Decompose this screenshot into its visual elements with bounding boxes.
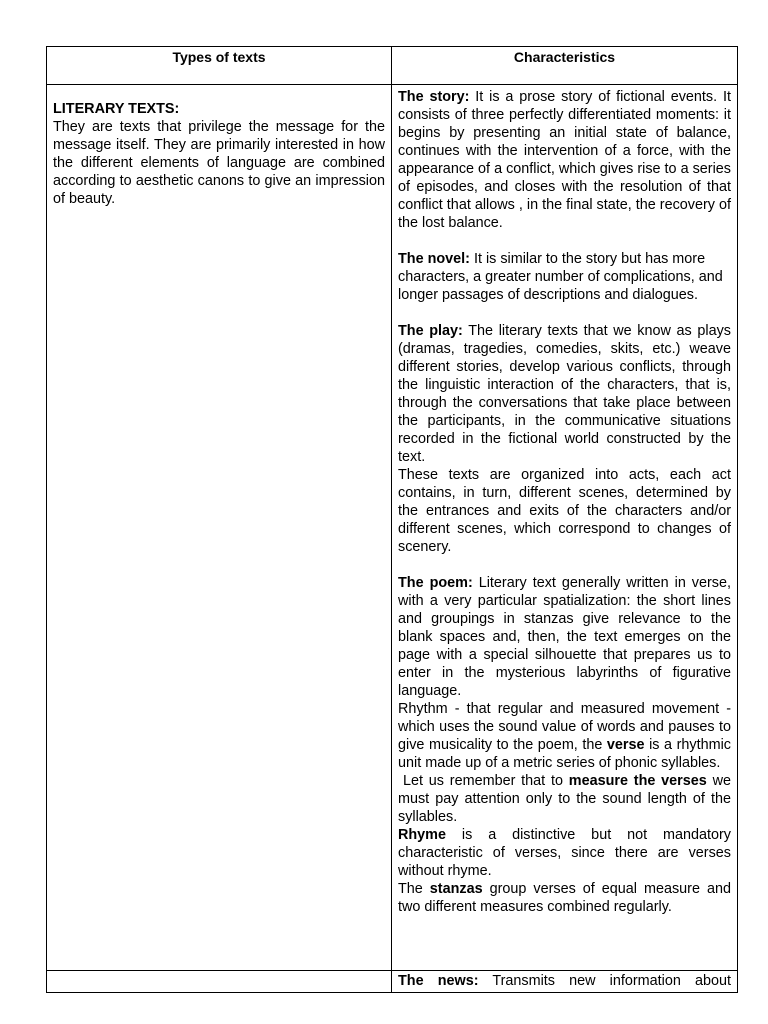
novel-text: It is similar to the story but has more characters, a greater number of complications, and longer passages of descriptions and dialogues. (398, 251, 723, 303)
novel-paragraph (398, 250, 731, 304)
news-paragraph (398, 972, 731, 990)
literary-texts-cell (47, 85, 392, 971)
play-label: The play: (398, 323, 463, 339)
story-text: It is a prose story of fictional events. It consists of three perfectly differentiated moments: it begins by presenting an initial state of balance, continues with the intervention of a force, with the appearance of a conflict, which gives rise to a series of episodes, and closes with the resolution of that conflict that allows , in the final state, the recovery of the lost balance. (398, 89, 731, 231)
play-paragraph (398, 322, 731, 466)
rhythm-paragraph (398, 700, 731, 772)
news-cell (392, 971, 738, 993)
characteristics-cell (392, 85, 738, 971)
header-row (47, 47, 738, 85)
measure-paragraph (398, 772, 731, 826)
header-characteristics: Characteristics (392, 47, 738, 85)
rhyme-text: is a distinctive but not mandatory characteristic of verses, since there are verses without rhyme. (398, 827, 731, 879)
characteristics-table (46, 46, 738, 993)
table-row (47, 971, 738, 993)
measure-text-c: we must pay attention only to the sound length of the syllables. (398, 773, 731, 825)
stanzas-paragraph (398, 880, 731, 916)
play-acts-paragraph: These texts are organized into acts, each act contains, in turn, different scenes, determined by the entrances and exits of the characters and/or different scenes, which correspond to changes of scenery. (398, 467, 731, 555)
stanzas-term: stanzas (429, 881, 483, 897)
header-types-of-texts: Types of texts (47, 47, 392, 85)
story-paragraph (398, 88, 731, 232)
measure-text-a: Let us remember that to (403, 773, 569, 789)
literary-texts-description: They are texts that privilege the message for the message itself. They are primarily interested in how the different elements of language are combined according to aesthetic canons to give an impression of beauty. (53, 119, 385, 207)
stanzas-text-a: The (398, 881, 430, 897)
verse-term: verse (606, 737, 645, 753)
play-text: The literary texts that we know as plays (dramas, tragedies, comedies, skits, etc.) weave different stories, develop various conflicts, through the linguistic interaction of the characters, that is, through the conversations that take place between the participants, in the communicative situations recorded in the fictional world constructed by the text. (398, 323, 732, 465)
literary-texts-heading: LITERARY TEXTS: (53, 101, 180, 117)
rhythm-text-a: Rhythm - that regular and measured movement - which uses the sound value of words and pauses to give musicality to the poem, the (398, 701, 731, 753)
stanzas-text-c: group verses of equal measure and two different measures combined regularly. (398, 881, 731, 915)
story-label: The story: (398, 89, 470, 105)
empty-cell (47, 971, 392, 993)
poem-paragraph (398, 574, 731, 700)
poem-text: Literary text generally written in verse, with a very particular spatialization: the short lines and groupings in stanzas give relevance to the blank spaces and, then, the text emerges on the page with a special silhouette that prepares us to enter in the mysterious labyrinths of figurative language. (398, 575, 731, 699)
novel-label: The novel: (398, 251, 470, 267)
measure-verses-term: measure the verses (568, 773, 707, 789)
rhyme-term: Rhyme (398, 827, 446, 843)
poem-label: The poem: (398, 575, 473, 591)
news-text: Transmits new information about (478, 973, 731, 989)
table-row (47, 85, 738, 971)
rhythm-text-c: is a rhythmic unit made up of a metric series of phonic syllables. (398, 737, 731, 771)
rhyme-paragraph (398, 826, 731, 880)
news-label: The news: (398, 973, 479, 989)
